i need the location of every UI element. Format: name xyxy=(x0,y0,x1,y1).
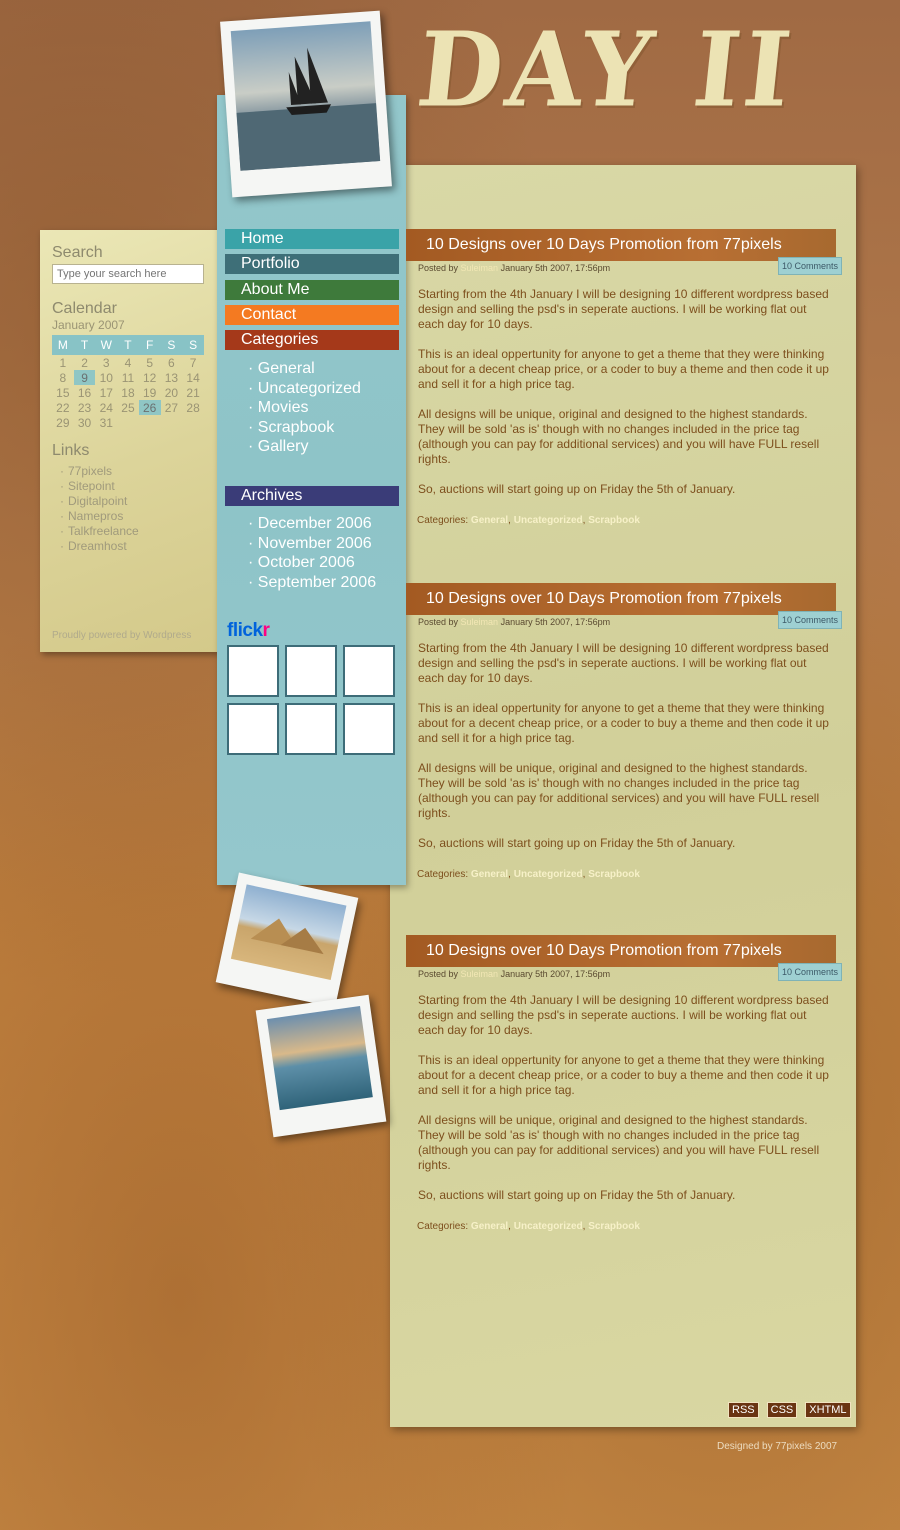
calendar-day: 23 xyxy=(77,400,92,415)
xhtml-badge[interactable]: XHTML xyxy=(805,1402,850,1418)
post-author[interactable]: Suleiman xyxy=(460,969,499,979)
calendar-day: 15 xyxy=(56,385,70,400)
categories-heading: Categories xyxy=(225,330,399,350)
nav-portfolio[interactable]: Portfolio xyxy=(225,254,399,274)
link-item[interactable]: · Digitalpoint xyxy=(52,494,206,509)
calendar-day-link[interactable]: 26 xyxy=(139,400,161,415)
calendar-day: 22 xyxy=(56,400,70,415)
calendar-day-header: M xyxy=(52,335,74,355)
flickr-logo-part2: r xyxy=(262,620,270,641)
category-item[interactable]: · Scrapbook xyxy=(248,418,361,438)
post-date: January 5th 2007, 17:56pm xyxy=(500,969,611,979)
post-category-link[interactable]: Uncategorized xyxy=(513,515,583,526)
rss-badge[interactable]: RSS xyxy=(728,1402,759,1418)
flickr-thumbnail[interactable] xyxy=(285,703,337,755)
sunset-photo-icon xyxy=(267,1006,373,1110)
left-sidebar xyxy=(40,230,218,652)
post-paragraph: So, auctions will start going up on Friday the 5th of January. xyxy=(418,1188,736,1202)
post-paragraph: Starting from the 4th January I will be designing 10 different wordpress based design and selling the psd's in seperate auctions. I will be working flat out each day for 10 days. xyxy=(418,993,829,1037)
comments-link[interactable]: 10 Comments xyxy=(778,963,842,981)
calendar-day-header: W xyxy=(95,335,117,355)
flickr-thumbnail[interactable] xyxy=(227,645,279,697)
post-meta xyxy=(406,967,842,983)
nav-contact[interactable]: Contact xyxy=(225,305,399,325)
calendar-day: 1 xyxy=(59,355,67,370)
post-body xyxy=(406,277,842,497)
categories-label: Categories: xyxy=(417,515,469,526)
calendar-day-header: S xyxy=(161,335,183,355)
nav-home[interactable]: Home xyxy=(225,229,399,249)
flickr-thumbnail[interactable] xyxy=(285,645,337,697)
post-meta xyxy=(406,615,842,631)
search-heading: Search xyxy=(52,244,103,261)
flickr-thumbnail[interactable] xyxy=(343,645,395,697)
link-item[interactable]: · 77pixels xyxy=(52,464,206,479)
calendar-day: 11 xyxy=(121,370,135,385)
post-categories: Categories: General, Uncategorized, Scrapbook xyxy=(417,1221,640,1232)
post-paragraph: All designs will be unique, original and designed to the highest standards. They will be sold 'as is' though with no changes included in the price tag (although you can pay for additional services) and you will have FULL resell rights. xyxy=(418,407,820,466)
calendar-day: 12 xyxy=(142,370,157,385)
calendar-day: 8 xyxy=(59,370,67,385)
calendar-day-header: S xyxy=(182,335,204,355)
footer-badges xyxy=(728,1402,851,1418)
calendar-day: 25 xyxy=(121,400,135,415)
category-item[interactable]: · General xyxy=(248,359,361,379)
ship-photo-icon xyxy=(231,21,380,170)
comments-link[interactable]: 10 Comments xyxy=(778,611,842,629)
ship-polaroid xyxy=(220,11,392,198)
calendar-month: January 2007 xyxy=(52,318,125,332)
calendar-day: 14 xyxy=(186,370,200,385)
calendar-day: 30 xyxy=(77,415,92,430)
links-heading: Links xyxy=(52,442,90,459)
category-item[interactable]: · Uncategorized xyxy=(248,379,361,399)
post-title[interactable]: 10 Designs over 10 Days Promotion from 77pixels xyxy=(406,935,836,967)
pyramids-polaroid xyxy=(216,873,359,1008)
post-category-link[interactable]: Scrapbook xyxy=(588,515,640,526)
link-item[interactable]: · Namepros xyxy=(52,509,206,524)
post-author[interactable]: Suleiman xyxy=(460,263,499,273)
calendar-day: 28 xyxy=(186,400,200,415)
post-date: January 5th 2007, 17:56pm xyxy=(500,263,611,273)
calendar-day: 31 xyxy=(99,415,113,430)
archive-item[interactable]: · October 2006 xyxy=(248,553,376,573)
posted-by-label: Posted by xyxy=(418,969,459,979)
flickr-logo[interactable] xyxy=(227,620,269,642)
calendar-day xyxy=(117,415,139,430)
archive-item[interactable]: · December 2006 xyxy=(248,514,376,534)
category-item[interactable]: · Movies xyxy=(248,398,361,418)
post-paragraph: All designs will be unique, original and designed to the highest standards. They will be sold 'as is' though with no changes included in the price tag (although you can pay for additional services) and you will have FULL resell rights. xyxy=(418,1113,820,1172)
links-list xyxy=(52,464,206,554)
sunset-polaroid xyxy=(256,995,387,1138)
archive-item[interactable]: · September 2006 xyxy=(248,573,376,593)
post-date: January 5th 2007, 17:56pm xyxy=(500,617,611,627)
post-categories: Categories: General, Uncategorized, Scrapbook xyxy=(417,515,640,526)
categories-label: Categories: xyxy=(417,1221,469,1232)
post-title[interactable]: 10 Designs over 10 Days Promotion from 77pixels xyxy=(406,229,836,261)
calendar-heading: Calendar xyxy=(52,300,117,317)
post-author[interactable]: Suleiman xyxy=(460,617,499,627)
flickr-thumbnails xyxy=(227,645,397,755)
post-category-link[interactable]: Uncategorized xyxy=(513,1221,583,1232)
blog-post xyxy=(406,229,842,526)
post-body xyxy=(406,983,842,1203)
calendar-table xyxy=(52,335,204,430)
calendar-day: 10 xyxy=(99,370,113,385)
post-paragraph: So, auctions will start going up on Friday the 5th of January. xyxy=(418,836,736,850)
category-item[interactable]: · Gallery xyxy=(248,437,361,457)
post-category-link[interactable]: General xyxy=(470,869,509,880)
flickr-thumbnail[interactable] xyxy=(227,703,279,755)
calendar-day-link[interactable]: 9 xyxy=(74,370,96,385)
calendar-day: 6 xyxy=(168,355,175,370)
calendar-day: 16 xyxy=(77,385,92,400)
flickr-thumbnail[interactable] xyxy=(343,703,395,755)
post-body xyxy=(406,631,842,851)
calendar-day: 3 xyxy=(102,355,110,370)
archives-list xyxy=(248,514,376,592)
post-paragraph: All designs will be unique, original and designed to the highest standards. They will be sold 'as is' though with no changes included in the price tag (although you can pay for additional services) and you will have FULL resell rights. xyxy=(418,761,820,820)
calendar-day: 18 xyxy=(121,385,135,400)
post-category-link[interactable]: General xyxy=(470,515,509,526)
post-categories: Categories: General, Uncategorized, Scrapbook xyxy=(417,869,640,880)
calendar-day: 24 xyxy=(99,400,113,415)
calendar-day-header: T xyxy=(74,335,96,355)
site-logo[interactable]: DAY II xyxy=(411,10,801,131)
post-meta xyxy=(406,261,842,277)
calendar-day: 17 xyxy=(99,385,113,400)
post-paragraph: This is an ideal oppertunity for anyone to get a theme that they were thinking about for a decent cheap price, or a coder to buy a theme and then code it up and sell it for a high price tag. xyxy=(418,1053,829,1097)
designer-credit[interactable]: Designed by 77pixels 2007 xyxy=(717,1441,838,1452)
calendar-day: 21 xyxy=(186,385,200,400)
comments-link[interactable]: 10 Comments xyxy=(778,257,842,275)
calendar-day: 13 xyxy=(164,370,179,385)
blog-post xyxy=(406,583,842,880)
categories-label: Categories: xyxy=(417,869,469,880)
css-badge[interactable]: CSS xyxy=(767,1402,798,1418)
post-paragraph: This is an ideal oppertunity for anyone to get a theme that they were thinking about for a decent cheap price, or a coder to buy a theme and then code it up and sell it for a high price tag. xyxy=(418,347,829,391)
posted-by-label: Posted by xyxy=(418,263,459,273)
calendar-day xyxy=(182,415,204,430)
calendar-day: 27 xyxy=(164,400,179,415)
calendar-day: 5 xyxy=(146,355,153,370)
calendar-day: 7 xyxy=(189,355,197,370)
post-paragraph: So, auctions will start going up on Friday the 5th of January. xyxy=(418,482,736,496)
post-category-link[interactable]: Uncategorized xyxy=(513,869,583,880)
calendar-day: 19 xyxy=(142,385,157,400)
calendar-day xyxy=(161,415,183,430)
blog-post xyxy=(406,935,842,1232)
calendar-day: 4 xyxy=(124,355,132,370)
calendar-day: 2 xyxy=(81,355,88,370)
post-category-link[interactable]: Scrapbook xyxy=(588,1221,640,1232)
post-category-link[interactable]: Scrapbook xyxy=(588,869,640,880)
archive-item[interactable]: · November 2006 xyxy=(248,534,376,554)
link-item[interactable]: · Talkfreelance xyxy=(52,524,206,539)
pyramids-photo-icon xyxy=(231,884,347,980)
link-item[interactable]: · Dreamhost xyxy=(52,539,206,554)
post-paragraph: Starting from the 4th January I will be designing 10 different wordpress based design and selling the psd's in seperate auctions. I will be working flat out each day for 10 days. xyxy=(418,641,829,685)
search-input[interactable] xyxy=(52,264,204,284)
flickr-logo-part1: flick xyxy=(227,620,263,641)
post-paragraph: Starting from the 4th January I will be designing 10 different wordpress based design and selling the psd's in seperate auctions. I will be working flat out each day for 10 days. xyxy=(418,287,829,331)
calendar-day: 20 xyxy=(164,385,179,400)
calendar-day-header: T xyxy=(117,335,139,355)
calendar-day: 29 xyxy=(56,415,70,430)
post-title[interactable]: 10 Designs over 10 Days Promotion from 77pixels xyxy=(406,583,836,615)
post-category-link[interactable]: General xyxy=(470,1221,509,1232)
link-item[interactable]: · Sitepoint xyxy=(52,479,206,494)
nav-about-me[interactable]: About Me xyxy=(225,280,399,300)
archives-heading: Archives xyxy=(225,486,399,506)
categories-list xyxy=(248,359,361,457)
post-paragraph: This is an ideal oppertunity for anyone to get a theme that they were thinking about for a decent cheap price, or a coder to buy a theme and then code it up and sell it for a high price tag. xyxy=(418,701,829,745)
calendar-day-header: F xyxy=(139,335,161,355)
calendar-day xyxy=(139,415,161,430)
posted-by-label: Posted by xyxy=(418,617,459,627)
powered-by-text[interactable]: Proudly powered by Wordpress xyxy=(52,630,192,641)
